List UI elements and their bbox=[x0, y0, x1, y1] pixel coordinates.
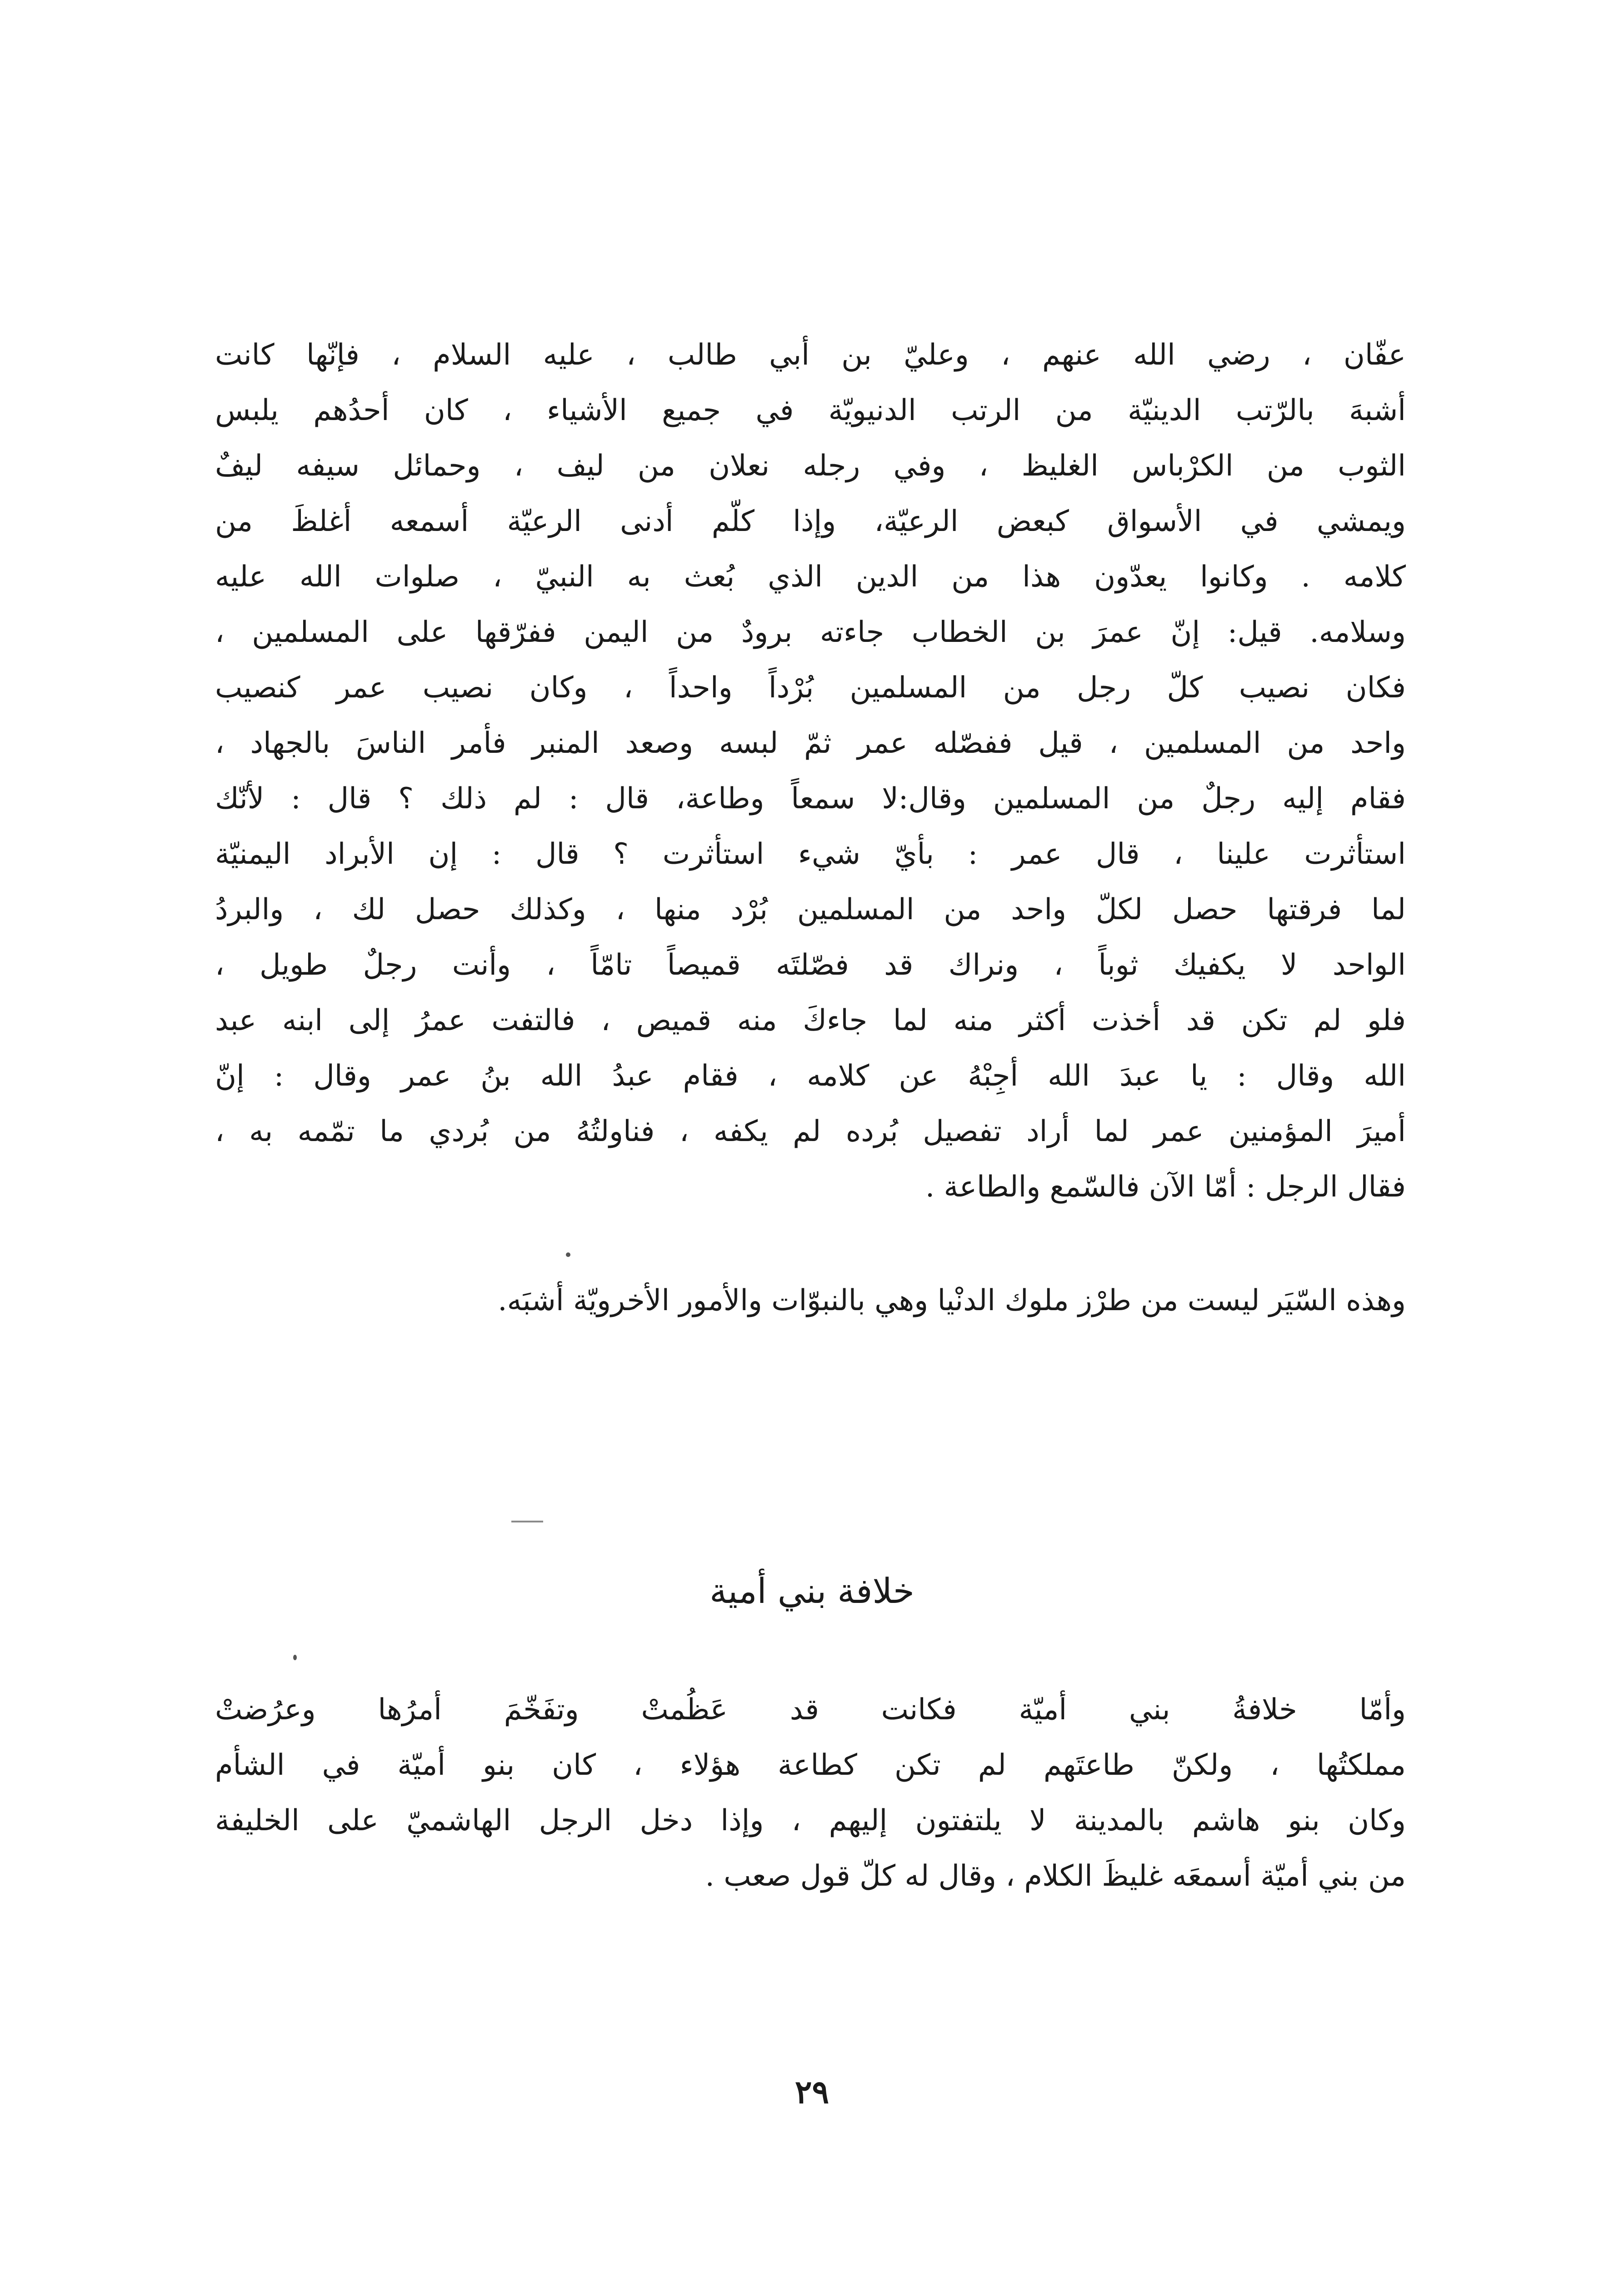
text-line: فقام إليه رجلٌ من المسلمين وقال:لا سمعاً وطاعة، قال : لم ذلك ؟ قال : لأنّك bbox=[215, 782, 1406, 816]
page-number: ٢٩ bbox=[795, 2073, 829, 2111]
text-line: الله وقال : يا عبدَ الله أجِبْهُ عن كلامه ، فقام عبدُ الله بنُ عمر وقال : إنّ bbox=[215, 1059, 1406, 1093]
text-line: كلامه . وكانوا يعدّون هذا من الدين الذي بُعث به النبيّ ، صلوات الله عليه bbox=[215, 560, 1406, 594]
section-heading: خلافة بني أمية bbox=[710, 1571, 914, 1611]
text-line: أميرَ المؤمنين عمر لما أراد تفصيل بُرده لم يكفه ، فناولتُهُ من بُردي ما تمّمه به ، bbox=[215, 1115, 1406, 1148]
text-line: وأمّا خلافةُ بني أميّة فكانت قد عَظُمتْ وتفَخّمَ أمرُها وعرُضتْ bbox=[215, 1693, 1406, 1727]
scan-speck bbox=[293, 1655, 297, 1660]
text-line: لما فرقتها حصل لكلّ واحد من المسلمين بُرْد منها ، وكذلك حصل لك ، والبردُ bbox=[215, 893, 1406, 926]
text-line: فقال الرجل : أمّا الآن فالسّمع والطاعة . bbox=[925, 1170, 1406, 1204]
scan-speck bbox=[566, 1252, 570, 1257]
text-line: فلو لم تكن قد أخذت أكثر منه لما جاءكَ منه قميص ، فالتفت عمرُ إلى ابنه عبد bbox=[215, 1004, 1406, 1037]
text-line: استأثرت علينا ، قال عمر : بأيّ شيء استأثرت ؟ قال : إن الأبراد اليمنيّة bbox=[215, 837, 1406, 871]
text-line: أشبهَ بالرّتب الدينيّة من الرتب الدنيويّة في جميع الأشياء ، كان أحدُهم يلبس bbox=[215, 394, 1406, 427]
text-line: الثوب من الكرْباس الغليظ ، وفي رجله نعلان من ليف ، وحمائل سيفه ليفٌ bbox=[215, 449, 1406, 483]
text-line: ويمشي في الأسواق كبعض الرعيّة، وإذا كلّم أدنى الرعيّة أسمعه أغلظَ من bbox=[215, 505, 1406, 538]
text-line: الواحد لا يكفيك ثوباً ، ونراك قد فصّلتَه قميصاً تامّاً ، وأنت رجلٌ طويل ، bbox=[215, 948, 1406, 982]
text-line: فكان نصيب كلّ رجل من المسلمين بُرْداً واحداً ، وكان نصيب عمر كنصيب bbox=[215, 671, 1406, 705]
text-line: مملكتُها ، ولكنّ طاعتَهم لم تكن كطاعة هؤلاء ، كان بنو أميّة في الشأم bbox=[215, 1748, 1406, 1782]
text-line: وسلامه. قيل: إنّ عمرَ بن الخطاب جاءته برودٌ من اليمن ففرّقها على المسلمين ، bbox=[215, 616, 1406, 649]
text-line: عفّان ، رضي الله عنهم ، وعليّ بن أبي طالب ، عليه السلام ، فإنّها كانت bbox=[215, 338, 1406, 372]
closing-sentence: وهذه السّيَر ليست من طرْز ملوك الدنْيا وهي بالنبوّات والأمور الأخرويّة أشبَه. bbox=[498, 1284, 1406, 1317]
text-line: واحد من المسلمين ، قيل ففصّله عمر ثمّ لبسه وصعد المنبر فأمر الناسَ بالجهاد ، bbox=[215, 726, 1406, 760]
text-line: وكان بنو هاشم بالمدينة لا يلتفتون إليهم ، وإذا دخل الرجل الهاشميّ على الخليفة bbox=[215, 1804, 1406, 1837]
text-line: من بني أميّة أسمعَه غليظَ الكلام ، وقال له كلّ قول صعب . bbox=[705, 1859, 1406, 1893]
paragraph-caliphs-conduct bbox=[215, 327, 1406, 1215]
divider-mark bbox=[511, 1521, 543, 1522]
paragraph-umayyad-caliphate bbox=[215, 1682, 1406, 1904]
